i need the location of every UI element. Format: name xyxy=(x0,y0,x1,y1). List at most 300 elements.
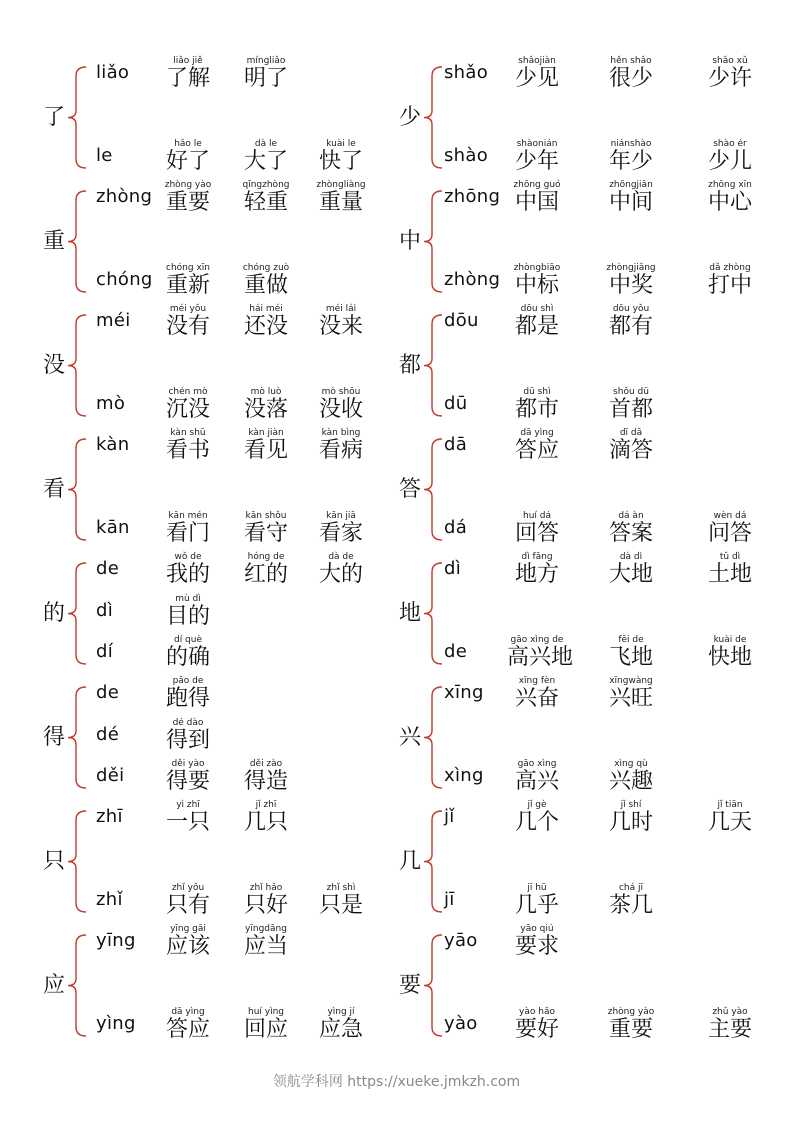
word-item xyxy=(601,552,661,587)
main-character: 应 xyxy=(42,972,65,998)
brace-curly xyxy=(66,190,88,293)
word-chinese: 看家 xyxy=(318,521,363,546)
word-chinese: 高兴 xyxy=(514,769,559,794)
word-pinyin: shǎojiàn xyxy=(518,56,556,66)
reading-pinyin: yāo xyxy=(444,930,478,951)
word-pinyin: dí què xyxy=(173,635,203,645)
word-item xyxy=(700,1007,760,1042)
word-pinyin: huí yìng xyxy=(247,1007,284,1017)
reading-pinyin: le xyxy=(96,145,113,166)
word-pinyin: mò shōu xyxy=(321,387,361,397)
reading-pinyin: mò xyxy=(96,393,126,414)
word-pinyin: dà dì xyxy=(619,552,643,562)
reading-pinyin: yīng xyxy=(96,930,136,951)
word-chinese: 要求 xyxy=(514,934,559,959)
word-pinyin: dā yìng xyxy=(520,428,554,438)
reading-pinyin: dé xyxy=(96,724,120,745)
word-chinese: 的确 xyxy=(165,645,210,670)
main-character: 只 xyxy=(42,848,65,874)
word-chinese: 目的 xyxy=(165,604,210,629)
word-item xyxy=(158,511,218,546)
char-block xyxy=(0,675,793,799)
word-chinese: 没有 xyxy=(165,314,210,339)
brace-path xyxy=(424,315,442,416)
brace-path xyxy=(68,687,86,788)
brace-curly xyxy=(66,66,88,169)
word-chinese: 重做 xyxy=(243,273,288,298)
brace-curly xyxy=(422,686,444,789)
word-pinyin: zhǐ hǎo xyxy=(249,883,283,893)
word-item xyxy=(507,552,567,587)
word-item xyxy=(158,635,218,670)
word-chinese: 看病 xyxy=(318,438,363,463)
word-pinyin: yīngdāng xyxy=(245,924,287,934)
word-item xyxy=(158,428,218,463)
word-item xyxy=(158,1007,218,1042)
word-item xyxy=(507,263,567,298)
word-pinyin: hái méi xyxy=(249,304,283,314)
brace-path xyxy=(424,935,442,1036)
word-chinese: 看书 xyxy=(165,438,210,463)
word-pinyin: děi zào xyxy=(249,759,283,769)
word-item xyxy=(700,511,760,546)
word-chinese: 很少 xyxy=(608,66,653,91)
word-item xyxy=(236,263,296,298)
word-pinyin: zhǔ yào xyxy=(712,1007,748,1017)
word-item xyxy=(601,428,661,463)
word-item xyxy=(601,883,661,918)
word-chinese: 快了 xyxy=(318,149,363,174)
main-character: 了 xyxy=(42,104,65,130)
word-pinyin: kuài le xyxy=(326,139,356,149)
word-pinyin: wèn dá xyxy=(713,511,747,521)
word-pinyin: chén mò xyxy=(168,387,208,397)
word-chinese: 大的 xyxy=(318,562,363,587)
word-chinese: 中奖 xyxy=(608,273,653,298)
word-chinese: 得到 xyxy=(165,728,210,753)
word-item xyxy=(507,635,574,670)
word-item xyxy=(236,552,296,587)
brace-path xyxy=(424,811,442,912)
word-pinyin: míngliǎo xyxy=(246,56,286,66)
word-chinese: 我的 xyxy=(165,562,210,587)
word-chinese: 大了 xyxy=(243,149,288,174)
word-pinyin: jǐ tiān xyxy=(717,800,743,810)
word-item xyxy=(507,883,567,918)
word-chinese: 少年 xyxy=(514,149,559,174)
word-chinese: 兴趣 xyxy=(608,769,653,794)
word-chinese: 兴奋 xyxy=(514,686,559,711)
word-pinyin: zhòng yào xyxy=(607,1007,655,1017)
word-pinyin: děi yào xyxy=(171,759,205,769)
word-pinyin: fēi de xyxy=(618,635,644,645)
reading-pinyin: zhōng xyxy=(444,186,501,207)
main-character: 中 xyxy=(398,228,421,254)
word-item xyxy=(601,511,661,546)
brace-curly xyxy=(66,314,88,417)
word-pinyin: zhòngbiāo xyxy=(513,263,561,273)
reading-pinyin: zhī xyxy=(96,806,123,827)
reading-pinyin: jī xyxy=(444,889,455,910)
word-pinyin: chóng zuò xyxy=(242,263,290,273)
word-pinyin: xìng qù xyxy=(614,759,648,769)
word-pinyin: dà de xyxy=(328,552,354,562)
word-item xyxy=(158,676,218,711)
word-item xyxy=(507,387,567,422)
word-chinese: 都是 xyxy=(514,314,559,339)
word-chinese: 几时 xyxy=(608,810,653,835)
word-pinyin: pǎo de xyxy=(172,676,204,686)
word-item xyxy=(158,594,218,629)
char-block xyxy=(0,427,793,551)
word-item xyxy=(311,304,371,339)
word-chinese: 中国 xyxy=(514,190,559,215)
word-pinyin: hóng de xyxy=(247,552,285,562)
word-pinyin: kān shǒu xyxy=(245,511,287,521)
word-item xyxy=(158,552,218,587)
word-pinyin: jǐ gè xyxy=(527,800,547,810)
footer-watermark: 领航学科网 https://xueke.jmkzh.com xyxy=(272,1074,521,1090)
word-item xyxy=(700,800,760,835)
main-character: 看 xyxy=(42,476,65,502)
word-item xyxy=(507,180,567,215)
word-chinese: 都有 xyxy=(608,314,653,339)
word-item xyxy=(158,759,218,794)
word-chinese: 轻重 xyxy=(243,190,288,215)
word-pinyin: kàn bìng xyxy=(321,428,361,438)
word-chinese: 中心 xyxy=(707,190,752,215)
reading-pinyin: kàn xyxy=(96,434,130,455)
word-chinese: 几天 xyxy=(707,810,752,835)
word-chinese: 土地 xyxy=(707,562,752,587)
word-item xyxy=(507,676,567,711)
word-chinese: 看守 xyxy=(243,521,288,546)
word-item xyxy=(311,139,371,174)
word-item xyxy=(236,139,296,174)
word-pinyin: kàn jiàn xyxy=(248,428,284,438)
word-chinese: 少见 xyxy=(514,66,559,91)
word-pinyin: yīng gāi xyxy=(170,924,206,934)
word-pinyin: jǐ zhī xyxy=(255,800,277,810)
word-pinyin: dǎ zhòng xyxy=(709,263,751,273)
word-chinese: 应该 xyxy=(165,934,210,959)
word-chinese: 滴答 xyxy=(608,438,653,463)
word-item xyxy=(601,387,661,422)
word-pinyin: jǐ shí xyxy=(620,800,642,810)
word-chinese: 重新 xyxy=(165,273,210,298)
word-item xyxy=(158,180,218,215)
char-block xyxy=(0,179,793,303)
word-item xyxy=(236,759,296,794)
word-pinyin: hěn shǎo xyxy=(610,56,652,66)
word-chinese: 应急 xyxy=(318,1017,363,1042)
word-chinese: 年少 xyxy=(608,149,653,174)
main-character: 得 xyxy=(42,724,65,750)
word-item xyxy=(236,883,296,918)
word-pinyin: shǒu dū xyxy=(613,387,649,397)
reading-pinyin: jǐ xyxy=(444,806,455,827)
reading-pinyin: dì xyxy=(444,558,462,579)
word-chinese: 答案 xyxy=(608,521,653,546)
word-item xyxy=(700,180,760,215)
word-pinyin: dì fāng xyxy=(521,552,553,562)
word-pinyin: dū shì xyxy=(523,387,551,397)
word-item xyxy=(507,1007,567,1042)
word-chinese: 重量 xyxy=(318,190,363,215)
reading-pinyin: dā xyxy=(444,434,468,455)
reading-pinyin: zhòng xyxy=(444,269,501,290)
word-item xyxy=(311,428,371,463)
word-pinyin: zhòngjiǎng xyxy=(606,263,656,273)
main-character: 没 xyxy=(42,352,65,378)
word-pinyin: mù dì xyxy=(175,594,201,604)
brace-curly xyxy=(422,314,444,417)
reading-pinyin: dá xyxy=(444,517,468,538)
brace-path xyxy=(424,191,442,292)
word-chinese: 几乎 xyxy=(514,893,559,918)
reading-pinyin: shǎo xyxy=(444,62,489,83)
main-character: 都 xyxy=(398,352,421,378)
word-item xyxy=(601,56,661,91)
char-block xyxy=(0,923,793,1047)
reading-pinyin: yào xyxy=(444,1013,478,1034)
word-pinyin: hǎo le xyxy=(174,139,202,149)
word-item xyxy=(700,635,760,670)
word-pinyin: kàn shū xyxy=(170,428,206,438)
word-pinyin: yìng jí xyxy=(327,1007,355,1017)
word-chinese: 少儿 xyxy=(707,149,752,174)
word-chinese: 几只 xyxy=(243,810,288,835)
word-chinese: 重要 xyxy=(608,1017,653,1042)
reading-pinyin: yìng xyxy=(96,1013,136,1034)
word-pinyin: xīng fèn xyxy=(518,676,556,686)
word-chinese: 没落 xyxy=(243,397,288,422)
word-item xyxy=(601,263,661,298)
word-item xyxy=(158,263,218,298)
reading-pinyin: dū xyxy=(444,393,468,414)
word-pinyin: chá jī xyxy=(618,883,644,893)
word-chinese: 一只 xyxy=(165,810,210,835)
word-chinese: 答应 xyxy=(514,438,559,463)
brace-curly xyxy=(422,66,444,169)
reading-pinyin: chóng xyxy=(96,269,153,290)
reading-pinyin: de xyxy=(96,682,120,703)
char-block xyxy=(0,551,793,675)
main-character: 兴 xyxy=(398,724,421,750)
word-pinyin: liǎo jiě xyxy=(173,56,203,66)
word-chinese: 高兴地 xyxy=(507,645,574,670)
word-pinyin: shǎo xǔ xyxy=(712,56,748,66)
word-chinese: 飞地 xyxy=(608,645,653,670)
word-chinese: 沉没 xyxy=(165,397,210,422)
word-item xyxy=(236,180,296,215)
brace-path xyxy=(68,67,86,168)
word-pinyin: tǔ dì xyxy=(719,552,741,562)
reading-pinyin: děi xyxy=(96,765,125,786)
brace-curly xyxy=(66,934,88,1037)
word-item xyxy=(700,263,760,298)
word-item xyxy=(507,759,567,794)
word-pinyin: wǒ de xyxy=(174,552,202,562)
word-item xyxy=(158,387,218,422)
word-item xyxy=(158,883,218,918)
word-pinyin: zhǐ shì xyxy=(326,883,356,893)
word-pinyin: zhōng xīn xyxy=(708,180,752,190)
word-chinese: 只是 xyxy=(318,893,363,918)
word-pinyin: yì zhī xyxy=(176,800,200,810)
brace-path xyxy=(68,563,86,664)
word-chinese: 没收 xyxy=(318,397,363,422)
word-pinyin: méi yǒu xyxy=(169,304,207,314)
reading-pinyin: dì xyxy=(96,600,114,621)
word-item xyxy=(507,924,567,959)
word-pinyin: méi lái xyxy=(325,304,357,314)
word-chinese: 得造 xyxy=(243,769,288,794)
word-pinyin: dà le xyxy=(254,139,278,149)
word-chinese: 得要 xyxy=(165,769,210,794)
word-item xyxy=(601,635,661,670)
reading-pinyin: méi xyxy=(96,310,131,331)
word-item xyxy=(236,511,296,546)
word-chinese: 没来 xyxy=(318,314,363,339)
word-chinese: 答应 xyxy=(165,1017,210,1042)
word-pinyin: dōu shì xyxy=(520,304,554,314)
word-chinese: 了解 xyxy=(165,66,210,91)
word-item xyxy=(236,387,296,422)
word-chinese: 还没 xyxy=(243,314,288,339)
word-chinese: 少许 xyxy=(707,66,752,91)
word-pinyin: kān mén xyxy=(168,511,208,521)
word-item xyxy=(311,1007,371,1042)
word-chinese: 主要 xyxy=(707,1017,752,1042)
main-character: 要 xyxy=(398,972,421,998)
word-chinese: 几个 xyxy=(514,810,559,835)
word-chinese: 中标 xyxy=(514,273,559,298)
word-pinyin: zhòng yào xyxy=(164,180,212,190)
word-chinese: 红的 xyxy=(243,562,288,587)
word-item xyxy=(158,56,218,91)
reading-pinyin: zhòng xyxy=(96,186,153,207)
word-pinyin: jī hū xyxy=(527,883,547,893)
word-pinyin: zhōngjiān xyxy=(609,180,653,190)
word-item xyxy=(158,304,218,339)
word-item xyxy=(700,552,760,587)
brace-path xyxy=(424,67,442,168)
main-character: 的 xyxy=(42,600,65,626)
brace-curly xyxy=(422,190,444,293)
reading-pinyin: liǎo xyxy=(96,62,130,83)
char-block xyxy=(0,55,793,179)
word-item xyxy=(311,552,371,587)
word-item xyxy=(700,139,760,174)
reading-pinyin: dí xyxy=(96,641,114,662)
word-pinyin: gāo xìng de xyxy=(510,635,564,645)
word-item xyxy=(601,800,661,835)
word-chinese: 地方 xyxy=(514,562,559,587)
brace-curly xyxy=(66,438,88,541)
brace-path xyxy=(68,439,86,540)
word-chinese: 应当 xyxy=(243,934,288,959)
char-block xyxy=(0,303,793,427)
brace-curly xyxy=(422,562,444,665)
word-chinese: 重要 xyxy=(165,190,210,215)
word-chinese: 兴旺 xyxy=(608,686,653,711)
word-chinese: 打中 xyxy=(707,273,752,298)
word-pinyin: shàonián xyxy=(516,139,558,149)
word-pinyin: yào hǎo xyxy=(519,1007,555,1017)
word-item xyxy=(158,800,218,835)
brace-path xyxy=(424,563,442,664)
brace-path xyxy=(68,811,86,912)
word-item xyxy=(158,924,218,959)
word-chinese: 明了 xyxy=(243,66,288,91)
word-item xyxy=(507,139,567,174)
word-chinese: 中间 xyxy=(608,190,653,215)
brace-curly xyxy=(66,686,88,789)
word-chinese: 都市 xyxy=(514,397,559,422)
reading-pinyin: xīng xyxy=(444,682,484,703)
word-pinyin: dōu yǒu xyxy=(612,304,650,314)
reading-pinyin: dōu xyxy=(444,310,479,331)
word-chinese: 要好 xyxy=(514,1017,559,1042)
brace-curly xyxy=(422,438,444,541)
word-item xyxy=(311,387,371,422)
brace-curly xyxy=(66,562,88,665)
char-block xyxy=(0,799,793,923)
word-item xyxy=(601,1007,661,1042)
word-pinyin: xīngwàng xyxy=(609,676,653,686)
word-pinyin: kuài de xyxy=(713,635,747,645)
brace-path xyxy=(424,687,442,788)
main-character: 答 xyxy=(398,476,421,502)
word-item xyxy=(601,304,661,339)
main-character: 几 xyxy=(398,848,421,874)
word-item xyxy=(236,924,296,959)
reading-pinyin: de xyxy=(444,641,468,662)
reading-pinyin: kān xyxy=(96,517,130,538)
word-item xyxy=(507,428,567,463)
word-item xyxy=(236,800,296,835)
word-item xyxy=(700,56,760,91)
word-pinyin: chóng xīn xyxy=(166,263,210,273)
word-pinyin: dá àn xyxy=(618,511,644,521)
word-pinyin: niánshào xyxy=(610,139,652,149)
word-pinyin: huí dá xyxy=(523,511,551,521)
word-item xyxy=(311,883,371,918)
word-pinyin: mò luò xyxy=(250,387,282,397)
word-chinese: 看见 xyxy=(243,438,288,463)
word-chinese: 大地 xyxy=(608,562,653,587)
word-pinyin: shào ér xyxy=(713,139,747,149)
word-pinyin: gāo xìng xyxy=(517,759,557,769)
word-item xyxy=(236,304,296,339)
word-item xyxy=(601,676,661,711)
word-chinese: 首都 xyxy=(608,397,653,422)
word-pinyin: qīngzhòng xyxy=(242,180,290,190)
brace-path xyxy=(68,935,86,1036)
word-chinese: 跑得 xyxy=(165,686,210,711)
word-item xyxy=(507,56,567,91)
word-pinyin: yāo qiú xyxy=(520,924,554,934)
word-item xyxy=(236,1007,296,1042)
word-pinyin: zhōng guó xyxy=(513,180,561,190)
word-chinese: 只好 xyxy=(243,893,288,918)
word-chinese: 好了 xyxy=(165,149,210,174)
main-character: 重 xyxy=(42,228,65,254)
brace-curly xyxy=(66,810,88,913)
reading-pinyin: de xyxy=(96,558,120,579)
brace-curly xyxy=(422,934,444,1037)
